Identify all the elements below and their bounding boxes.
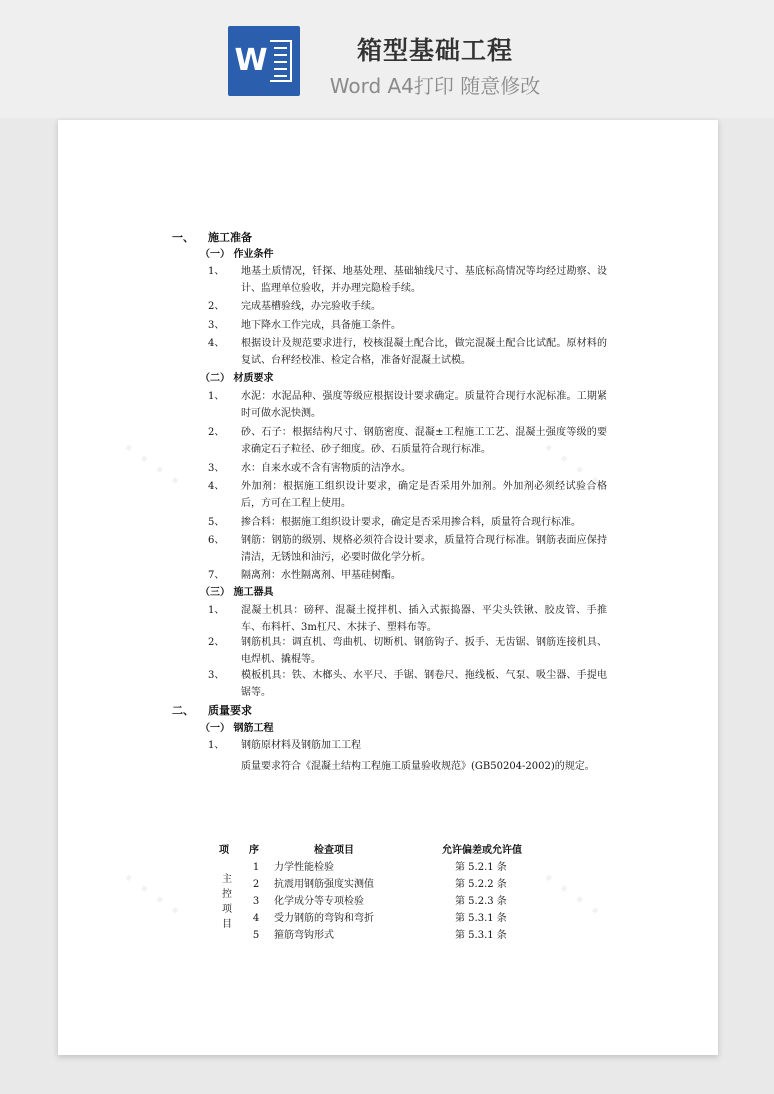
section-title: 施工准备 xyxy=(208,231,252,244)
list-item-text: 外加剂：根据施工组织设计要求，确定是否采用外加剂。外加剂必须经试验合格后，方可在工程上使用。 xyxy=(241,481,607,509)
subsection-heading: （二） 材质要求 xyxy=(200,373,274,384)
table-cell-item: 化学成分等专项检验 xyxy=(274,896,364,907)
table-cell-seq: 1 xyxy=(252,862,260,873)
table-header-tolerance: 允许偏差或允许值 xyxy=(442,845,522,856)
list-item-number: 5、 xyxy=(208,517,225,528)
table-row xyxy=(208,893,548,910)
list-item-number: 1、 xyxy=(208,391,225,402)
table-header-category: 项 xyxy=(219,845,229,856)
document-subtitle: Word A4打印 随意修改 xyxy=(329,74,541,98)
subsection-heading: （三） 施工器具 xyxy=(200,587,274,598)
list-item-number: 3、 xyxy=(208,320,225,331)
list-item-text: 隔离剂：水性隔离剂、甲基硅树酯。 xyxy=(241,570,401,581)
table-row xyxy=(208,910,548,927)
table-cell-seq: 5 xyxy=(252,930,260,941)
table-cell-seq: 2 xyxy=(252,879,260,890)
table-category-label: 主控项目 xyxy=(222,874,232,930)
list-item-text: 完成基槽验线，办完验收手续。 xyxy=(241,301,381,312)
subsection-heading: （一） 作业条件 xyxy=(200,249,274,260)
header-banner xyxy=(0,0,774,118)
table-cell-value: 第 5.2.3 条 xyxy=(455,896,507,907)
list-item-number: 4、 xyxy=(208,481,225,492)
watermark: ∙ ∙ ∙ ∙ xyxy=(535,433,608,497)
table-cell-item: 箍筋弯钩形式 xyxy=(274,930,334,941)
list-item-number: 2、 xyxy=(208,637,225,648)
table-cell-value: 第 5.3.1 条 xyxy=(455,930,507,941)
table-cell-value: 第 5.2.2 条 xyxy=(455,879,507,890)
quality-note: 质量要求符合《混凝土结构工程施工质量验收规范》(GB50204-2002)的规定。 xyxy=(241,761,595,772)
list-item-text: 水：自来水或不含有害物质的洁净水。 xyxy=(241,463,411,474)
list-item-text: 地下降水工作完成，具备施工条件。 xyxy=(241,320,401,331)
list-item-text: 钢筋机具：调直机、弯曲机、切断机、钢筋钩子、扳手、无齿锯、钢筋连接机具、电焊机、撬棍等。 xyxy=(241,637,607,665)
section-title: 质量要求 xyxy=(208,704,252,717)
table-header-seq: 序 xyxy=(249,845,259,856)
table-row xyxy=(208,859,548,876)
section-number: 一、 xyxy=(172,231,194,244)
table-cell-item: 抗震用钢筋强度实测值 xyxy=(274,879,374,890)
document-lines-icon xyxy=(270,40,292,82)
list-item-text: 地基土质情况，钎探、地基处理、基础轴线尺寸、基底标高情况等均经过勘察、设计、监理单位验收，并办理完隐检手续。 xyxy=(241,266,607,294)
list-item-text: 钢筋原材料及钢筋加工工程 xyxy=(241,740,361,751)
list-item-text: 根据设计及规范要求进行，校核混凝土配合比，做完混凝土配合比试配。原材料的复试、台秤经校准、检定合格，准备好混凝土试模。 xyxy=(241,338,607,366)
list-item-text: 水泥：水泥品种、强度等级应根据设计要求确定。质量符合现行水泥标准。工期紧时可做水泥快测。 xyxy=(241,391,607,419)
table-cell-value: 第 5.3.1 条 xyxy=(455,913,507,924)
subsection-heading: （一） 钢筋工程 xyxy=(200,723,274,734)
table-cell-seq: 4 xyxy=(252,913,260,924)
table-header-item: 检查项目 xyxy=(314,845,354,856)
list-item-number: 1、 xyxy=(208,266,225,277)
table-row xyxy=(208,927,548,944)
list-item-number: 2、 xyxy=(208,427,225,438)
list-item-number: 1、 xyxy=(208,740,225,751)
list-item-text: 掺合料：根据施工组织设计要求，确定是否采用掺合料，质量符合现行标准。 xyxy=(241,517,581,528)
list-item-number: 4、 xyxy=(208,338,225,349)
table-cell-item: 受力钢筋的弯钩和弯折 xyxy=(274,913,374,924)
watermark: ∙ ∙ ∙ ∙ xyxy=(115,433,188,497)
table-cell-value: 第 5.2.1 条 xyxy=(455,862,507,873)
list-item-text: 混凝土机具：磅秤、混凝土搅拌机、插入式振捣器、平尖头铁锹、胶皮管、手推车、布料杆、3m杠尺、木抹子、塑料布等。 xyxy=(241,605,607,633)
list-item-number: 7、 xyxy=(208,570,225,581)
list-item-number: 3、 xyxy=(208,463,225,474)
section-number: 二、 xyxy=(172,704,194,717)
watermark: ∙ ∙ ∙ ∙ xyxy=(115,863,188,927)
list-item-text: 钢筋：钢筋的级别、规格必须符合设计要求，质量符合现行标准。钢筋表面应保持清洁，无锈蚀和油污，必要时做化学分析。 xyxy=(241,535,607,563)
word-document-icon xyxy=(228,26,300,96)
table-cell-seq: 3 xyxy=(252,896,260,907)
watermark: ∙ ∙ ∙ ∙ xyxy=(535,863,608,927)
list-item-text: 模板机具：铁、木榔头、水平尺、手锯、钢卷尺、拖线板、气泵、吸尘器、手提电锯等。 xyxy=(241,670,607,698)
section-heading xyxy=(172,702,252,719)
list-item-number: 6、 xyxy=(208,535,225,546)
document-page xyxy=(58,120,718,1055)
word-logo-letter: W xyxy=(234,43,268,78)
list-item-number: 3、 xyxy=(208,670,225,681)
table-row xyxy=(208,876,548,893)
table-cell-item: 力学性能检验 xyxy=(274,862,334,873)
list-item-text: 砂、石子：根据结构尺寸、钢筋密度、混凝±工程施工工艺、混凝土强度等级的要求确定石子粒径、砂子细度。砂、石质量符合现行标准。 xyxy=(241,427,607,455)
list-item-number: 1、 xyxy=(208,605,225,616)
document-title: 箱型基础工程 xyxy=(356,36,513,65)
list-item-number: 2、 xyxy=(208,301,225,312)
section-heading xyxy=(172,229,252,246)
